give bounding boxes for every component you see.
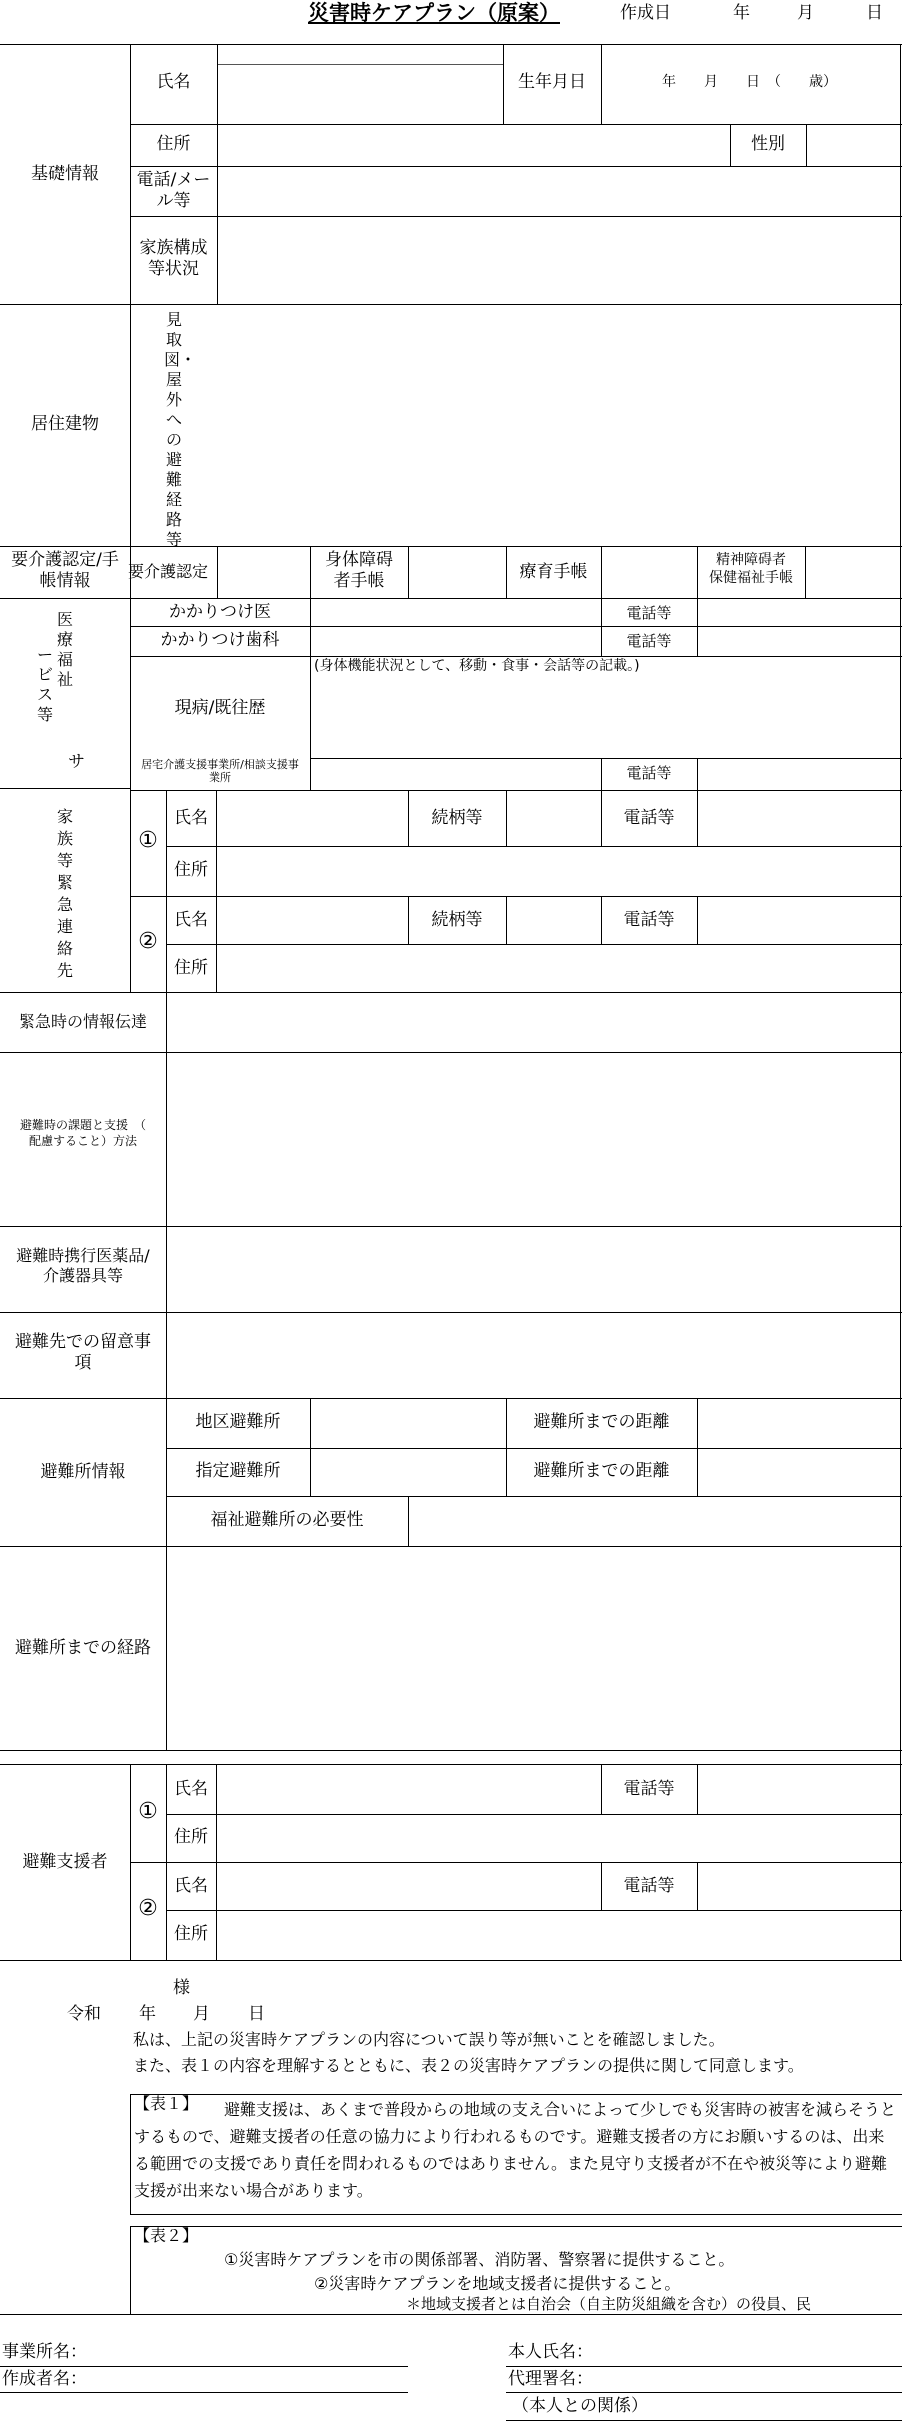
route-label: 避難所までの経路 — [15, 1638, 151, 1658]
residence-label: 居住建物 — [31, 414, 99, 434]
contact-2-number: ② — [138, 929, 158, 954]
office-name-field[interactable] — [92, 2340, 408, 2366]
designated-distance-label: 避難所までの距離 — [533, 1461, 670, 1481]
nursing-handbook-label: 療育手帳 — [519, 562, 588, 582]
contact-2-name-label: 氏名 — [174, 910, 208, 930]
evacuation-issues-label — [0, 1118, 166, 1149]
items-line1: 避難時携行医薬品/ — [16, 1246, 150, 1265]
welfare-shelter-label: 福祉避難所の必要性 — [210, 1510, 364, 1530]
evacuation-issues-field[interactable] — [167, 1053, 899, 1225]
table2-item-1: ①災害時ケアプランを市の関係部署、消防署、警察署に提供すること。 — [224, 2250, 735, 2269]
birthdate-label: 生年月日 — [518, 72, 586, 92]
address-label: 住所 — [156, 134, 191, 154]
medical-label-a: 医療福祉 — [56, 610, 73, 689]
evacuation-route-field[interactable] — [218, 305, 899, 545]
contact-2-address-label: 住所 — [174, 958, 208, 978]
medical-history-label: 現病/既往歴 — [174, 698, 266, 718]
agent-signature-label: 代理署名： — [508, 2369, 593, 2389]
consent-line-1: 私は、上記の災害時ケアプランの内容について誤り等が無いことを確認しました。 — [133, 2030, 725, 2049]
district-distance-label: 避難所までの距離 — [533, 1412, 670, 1432]
issues-line2: 配慮すること）方法 — [28, 1133, 137, 1148]
address-field[interactable] — [218, 125, 729, 165]
table2-item-2: ②災害時ケアプランを地域支援者に提供すること。 — [314, 2274, 681, 2293]
welfare-shelter-field[interactable] — [409, 1497, 899, 1545]
medical-history-note: (身体機能状況として、移動・食事・会話等の記載。) — [314, 658, 640, 674]
consent-year: 年 — [139, 2004, 156, 2024]
shelter-notes-field[interactable] — [167, 1313, 899, 1397]
created-date-label: 作成日 — [620, 3, 671, 23]
name-field[interactable] — [218, 66, 502, 122]
mental-handbook-label — [697, 552, 805, 587]
consent-month: 月 — [193, 2004, 210, 2024]
care-office-line1: 居宅介護支援事業所/相談支援事 — [141, 758, 299, 771]
certification-label-line1: 要介護認定/手 — [11, 550, 119, 570]
contact-label — [130, 170, 217, 213]
family-dentist-phone-label: 電話等 — [626, 632, 672, 650]
care-level-label: 要介護認定 — [128, 562, 209, 581]
notes-line1: 避難先での留意事 — [15, 1332, 151, 1352]
contact-1-name-label: 氏名 — [174, 808, 208, 828]
emergency-info-field[interactable] — [167, 993, 899, 1051]
contact-field[interactable] — [218, 167, 899, 215]
table2-title: 【表２】 — [134, 2226, 199, 2245]
mental-line2: 保健福祉手帳 — [709, 569, 793, 586]
disability-handbook-label — [310, 550, 408, 593]
family-doctor-label: かかりつけ医 — [169, 602, 271, 622]
family-label-line2: 等状況 — [148, 259, 199, 280]
family-field[interactable] — [218, 217, 899, 303]
shelter-notes-label — [0, 1332, 166, 1375]
author-name-field[interactable] — [92, 2367, 408, 2392]
shelter-info-label: 避難所情報 — [40, 1462, 126, 1482]
family-dentist-label: かかりつけ歯科 — [160, 630, 280, 650]
contact-2-phone-label: 電話等 — [623, 910, 675, 930]
form-title: 災害時ケアプラン（原案） — [308, 1, 560, 25]
evacuation-route-label: 見取図・屋外への避難経路等 — [164, 310, 197, 549]
supporter-1-address-label: 住所 — [174, 1827, 208, 1847]
carry-items-field[interactable] — [167, 1227, 899, 1311]
supporter-2-number: ② — [138, 1896, 158, 1921]
care-office-phone-label: 電話等 — [626, 764, 672, 782]
care-office-label — [130, 759, 310, 784]
consent-reiwa: 令和 — [67, 2004, 101, 2024]
contact-1-relation-label: 続柄等 — [431, 808, 483, 828]
contact-label-line2: ル等 — [156, 191, 191, 212]
emergency-contact-label: 家族等緊急連絡先 — [56, 807, 73, 980]
gender-label: 性別 — [751, 134, 785, 154]
disability-line1: 身体障碍 — [325, 550, 393, 570]
district-shelter-label: 地区避難所 — [195, 1412, 281, 1432]
contact-label-line1: 電話/メー — [136, 170, 211, 190]
supporter-2-phone-label: 電話等 — [623, 1876, 675, 1896]
supporter-1-name-label: 氏名 — [174, 1779, 208, 1799]
created-day-label: 日 — [866, 3, 883, 23]
supporter-2-address-label: 住所 — [174, 1924, 208, 1944]
consent-day: 日 — [248, 2004, 265, 2024]
author-name-label: 作成者名： — [2, 2369, 87, 2389]
certification-label — [0, 550, 130, 593]
agent-signature-field[interactable] — [598, 2367, 900, 2392]
table1-title: 【表１】 — [134, 2094, 199, 2113]
family-label — [130, 238, 217, 281]
certification-label-line2: 帳情報 — [39, 571, 91, 592]
created-year-label: 年 — [733, 3, 750, 23]
designated-shelter-label: 指定避難所 — [195, 1461, 281, 1481]
name-label: 氏名 — [156, 72, 191, 92]
mental-line1: 精神障碍者 — [716, 552, 786, 568]
family-label-line1: 家族構成 — [139, 238, 208, 258]
route-field[interactable] — [167, 1547, 899, 1749]
family-doctor-phone-label: 電話等 — [626, 604, 672, 622]
care-office-line2: 業所 — [209, 770, 231, 784]
carry-items-label — [0, 1246, 166, 1286]
emergency-info-label: 緊急時の情報伝達 — [18, 1012, 147, 1031]
disability-line2: 者手帳 — [333, 571, 385, 592]
contact-2-relation-label: 続柄等 — [431, 910, 483, 930]
table1-text: 避難支援は、あくまで普段からの地域の支え合いによって少しでも災害時の被害を減らそうとするもので、避難支援者の任意の協力により行われるものです。避難支援者の方にお願いするのは、出来る範囲での支援であり責任を問われるものではありません。また見守り支援者が不在や被災等により避難支援が出来ない場合があります。 — [134, 2100, 897, 2200]
created-month-label: 月 — [797, 3, 814, 23]
relation-label: （本人との関係） — [512, 2396, 648, 2416]
medical-label-c: サ — [68, 752, 85, 772]
supporter-1-phone-label: 電話等 — [623, 1779, 675, 1799]
notes-line2: 項 — [74, 1353, 92, 1374]
person-name-field[interactable] — [598, 2340, 900, 2366]
issues-line1: 避難時の課題と支援 （ — [19, 1118, 146, 1132]
supporter-2-name-label: 氏名 — [174, 1876, 208, 1896]
contact-1-phone-label: 電話等 — [623, 808, 675, 828]
person-name-label: 本人氏名： — [508, 2342, 593, 2362]
gender-field[interactable] — [807, 125, 899, 165]
basic-info-label: 基礎情報 — [31, 164, 99, 184]
consent-sama: 様 — [173, 1978, 190, 1998]
medical-label-b: ービス等 — [36, 645, 53, 724]
contact-1-number: ① — [138, 828, 158, 853]
contact-1-address-label: 住所 — [174, 860, 208, 880]
supporter-label: 避難支援者 — [22, 1852, 108, 1872]
consent-line-2: また、表１の内容を理解するとともに、表２の災害時ケアプランの提供に関して同意します。 — [133, 2056, 804, 2075]
office-name-label: 事業所名： — [2, 2342, 87, 2362]
items-line2: 介護器具等 — [42, 1266, 123, 1285]
table2-note: ＊地域支援者とは自治会（自主防災組織を含む）の役員、民 — [406, 2295, 812, 2313]
supporter-1-number: ① — [138, 1799, 158, 1824]
birthdate-value: 年 月 日 （ 歳） — [662, 74, 837, 90]
